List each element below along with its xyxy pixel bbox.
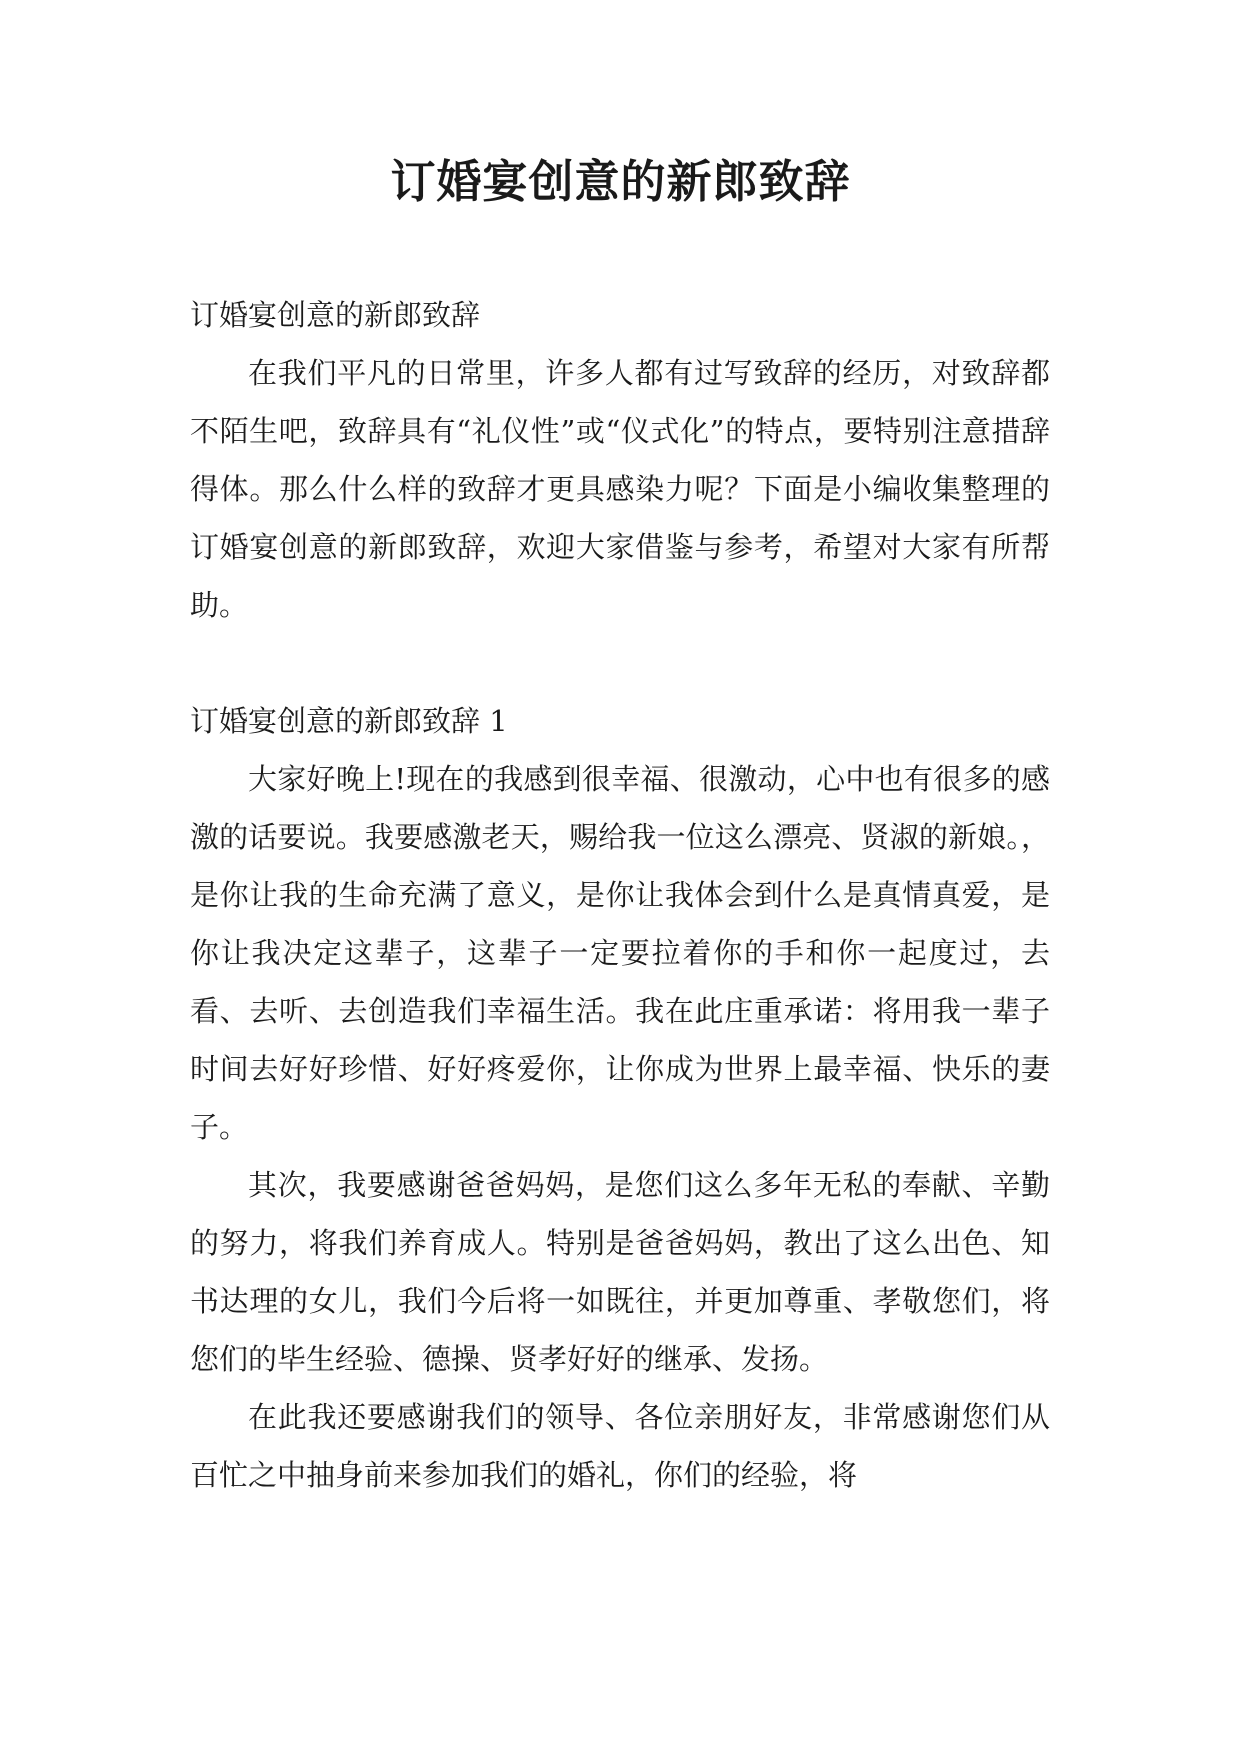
- document-title: 订婚宴创意的新郎致辞: [390, 155, 851, 208]
- section-heading: 订婚宴创意的新郎致辞 1: [190, 704, 508, 738]
- subtitle: 订婚宴创意的新郎致辞: [190, 298, 481, 332]
- section-spacer: [190, 634, 1050, 692]
- body-paragraph: 大家好晚上!现在的我感到很幸福、很激动，心中也有很多的感激的话要说。我要感激老天，赐给我一位这么漂亮、贤淑的新娘。，是你让我的生命充满了意义，是你让我体会到什么是真情真爱，是你让我决定这辈子，这辈子一定要拉着你的手和你一起度过，去看、去听、去创造我们幸福生活。我在此庄重承诺：将用我一辈子时间去好好珍惜、好好疼爱你，让你成为世界上最幸福、快乐的妻子。: [190, 762, 1050, 1144]
- body-paragraph: 其次，我要感谢爸爸妈妈，是您们这么多年无私的奉献、辛勤的努力，将我们养育成人。特别是爸爸妈妈，教出了这么出色、知书达理的女儿，我们今后将一如既往，并更加尊重、孝敬您们，将您们的毕生经验、德操、贤孝好好的继承、发扬。: [190, 1168, 1050, 1376]
- intro-paragraph: 在我们平凡的日常里，许多人都有过写致辞的经历，对致辞都不陌生吧，致辞具有“礼仪性”或“仪式化”的特点，要特别注意措辞得体。那么什么样的致辞才更具感染力呢？下面是小编收集整理的订婚宴创意的新郎致辞，欢迎大家借鉴与参考，希望对大家有所帮助。: [190, 356, 1050, 622]
- body-paragraph: 在此我还要感谢我们的领导、各位亲朋好友，非常感谢您们从百忙之中抽身前来参加我们的婚礼，你们的经验，将: [190, 1400, 1050, 1492]
- document-body: [190, 286, 1050, 1504]
